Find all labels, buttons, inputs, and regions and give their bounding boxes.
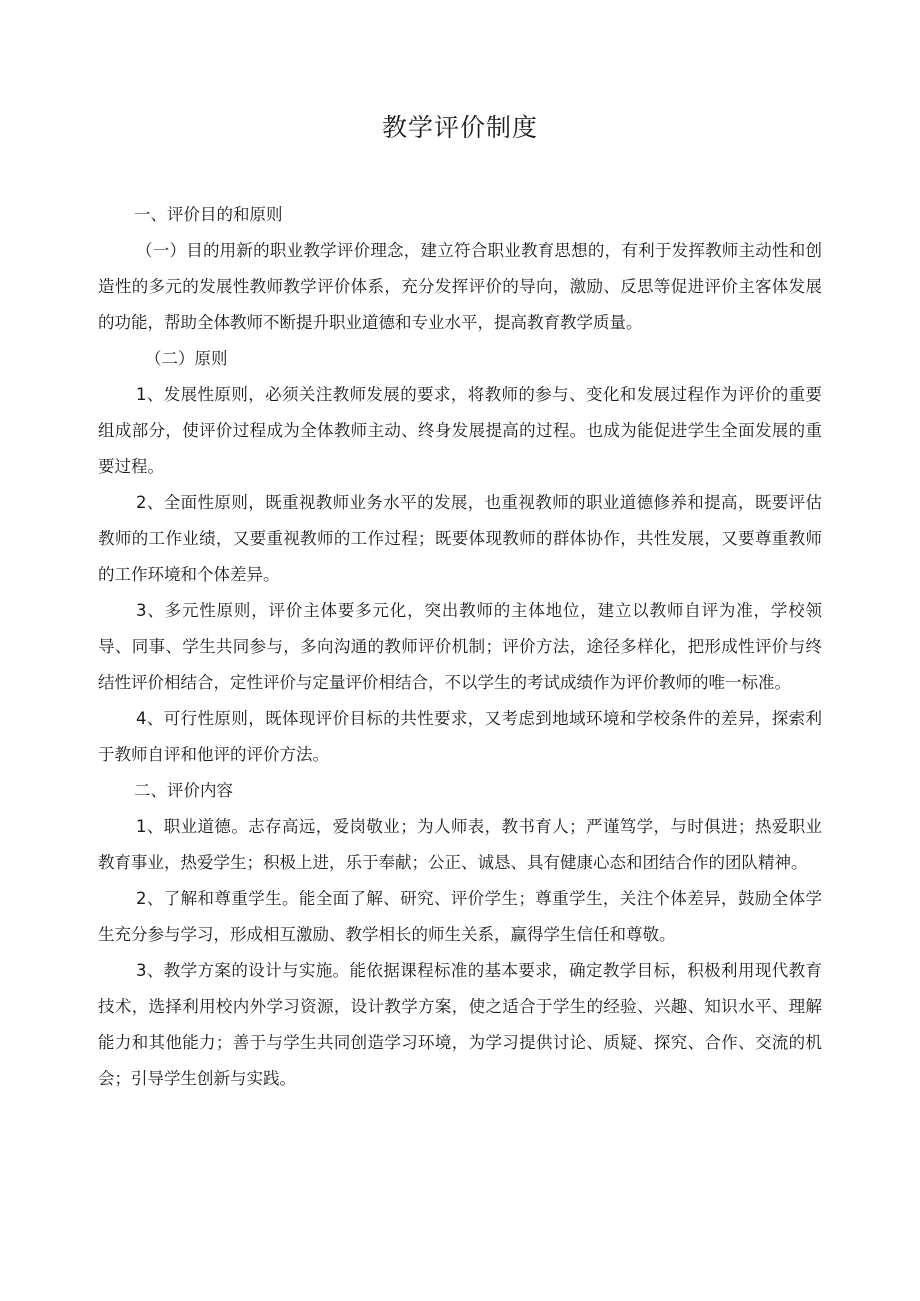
- paragraph-content-3: 3、教学方案的设计与实施。能依据课程标准的基本要求，确定教学目标，积极利用现代教育技术，选择利用校内外学习资源，设计教学方案，使之适合于学生的经验、兴趣、知识水平、理解能力和其他能力；善于与学生共同创造学习环境，为学习提供讨论、质疑、探究、合作、交流的机会；引导学生创新与实践。: [98, 961, 822, 1088]
- section-heading-1: 一、评价目的和原则: [134, 205, 283, 224]
- paragraph-principle-4: 4、可行性原则，既体现评价目标的共性要求，又考虑到地域环境和学校条件的差异，探索利于教师自评和他评的评价方法。: [98, 709, 822, 764]
- document-body: [98, 197, 822, 1097]
- paragraph-principle-1: 1、发展性原则，必须关注教师发展的要求，将教师的参与、变化和发展过程作为评价的重要组成部分，使评价过程成为全体教师主动、终身发展提高的过程。也成为能促进学生全面发展的重要过程。: [98, 385, 822, 476]
- document-title: 教学评价制度: [381, 113, 538, 142]
- section-heading-2: 二、评价内容: [134, 781, 233, 800]
- paragraph-purpose: （一）目的用新的职业教学评价理念，建立符合职业教育思想的，有利于发挥教师主动性和创造性的多元的发展性教师教学评价体系，充分发挥评价的导向，激励、反思等促进评价主客体发展的功能，帮助全体教师不断提升职业道德和专业水平，提高教育教学质量。: [98, 241, 822, 332]
- paragraph-principle-2: 2、全面性原则，既重视教师业务水平的发展，也重视教师的职业道德修养和提高，既要评估教师的工作业绩，又要重视教师的工作过程；既要体现教师的群体协作，共性发展，又要尊重教师的工作环境和个体差异。: [98, 493, 822, 584]
- paragraph-content-1: 1、职业道德。志存高远，爱岗敬业；为人师表，教书育人；严谨笃学，与时俱进；热爱职业教育事业，热爱学生；积极上进，乐于奉献；公正、诚恳、具有健康心态和团结合作的团队精神。: [98, 817, 822, 872]
- paragraph-principle-3: 3、多元性原则，评价主体要多元化，突出教师的主体地位，建立以教师自评为准，学校领导、同事、学生共同参与，多向沟通的教师评价机制；评价方法，途径多样化，把形成性评价与终结性评价相结合，定性评价与定量评价相结合，不以学生的考试成绩作为评价教师的唯一标准。: [98, 601, 822, 692]
- subheading-principles: （二）原则: [145, 349, 228, 368]
- paragraph-content-2: 2、了解和尊重学生。能全面了解、研究、评价学生；尊重学生，关注个体差异，鼓励全体学生充分参与学习，形成相互激励、教学相长的师生关系，赢得学生信任和尊敬。: [98, 889, 822, 944]
